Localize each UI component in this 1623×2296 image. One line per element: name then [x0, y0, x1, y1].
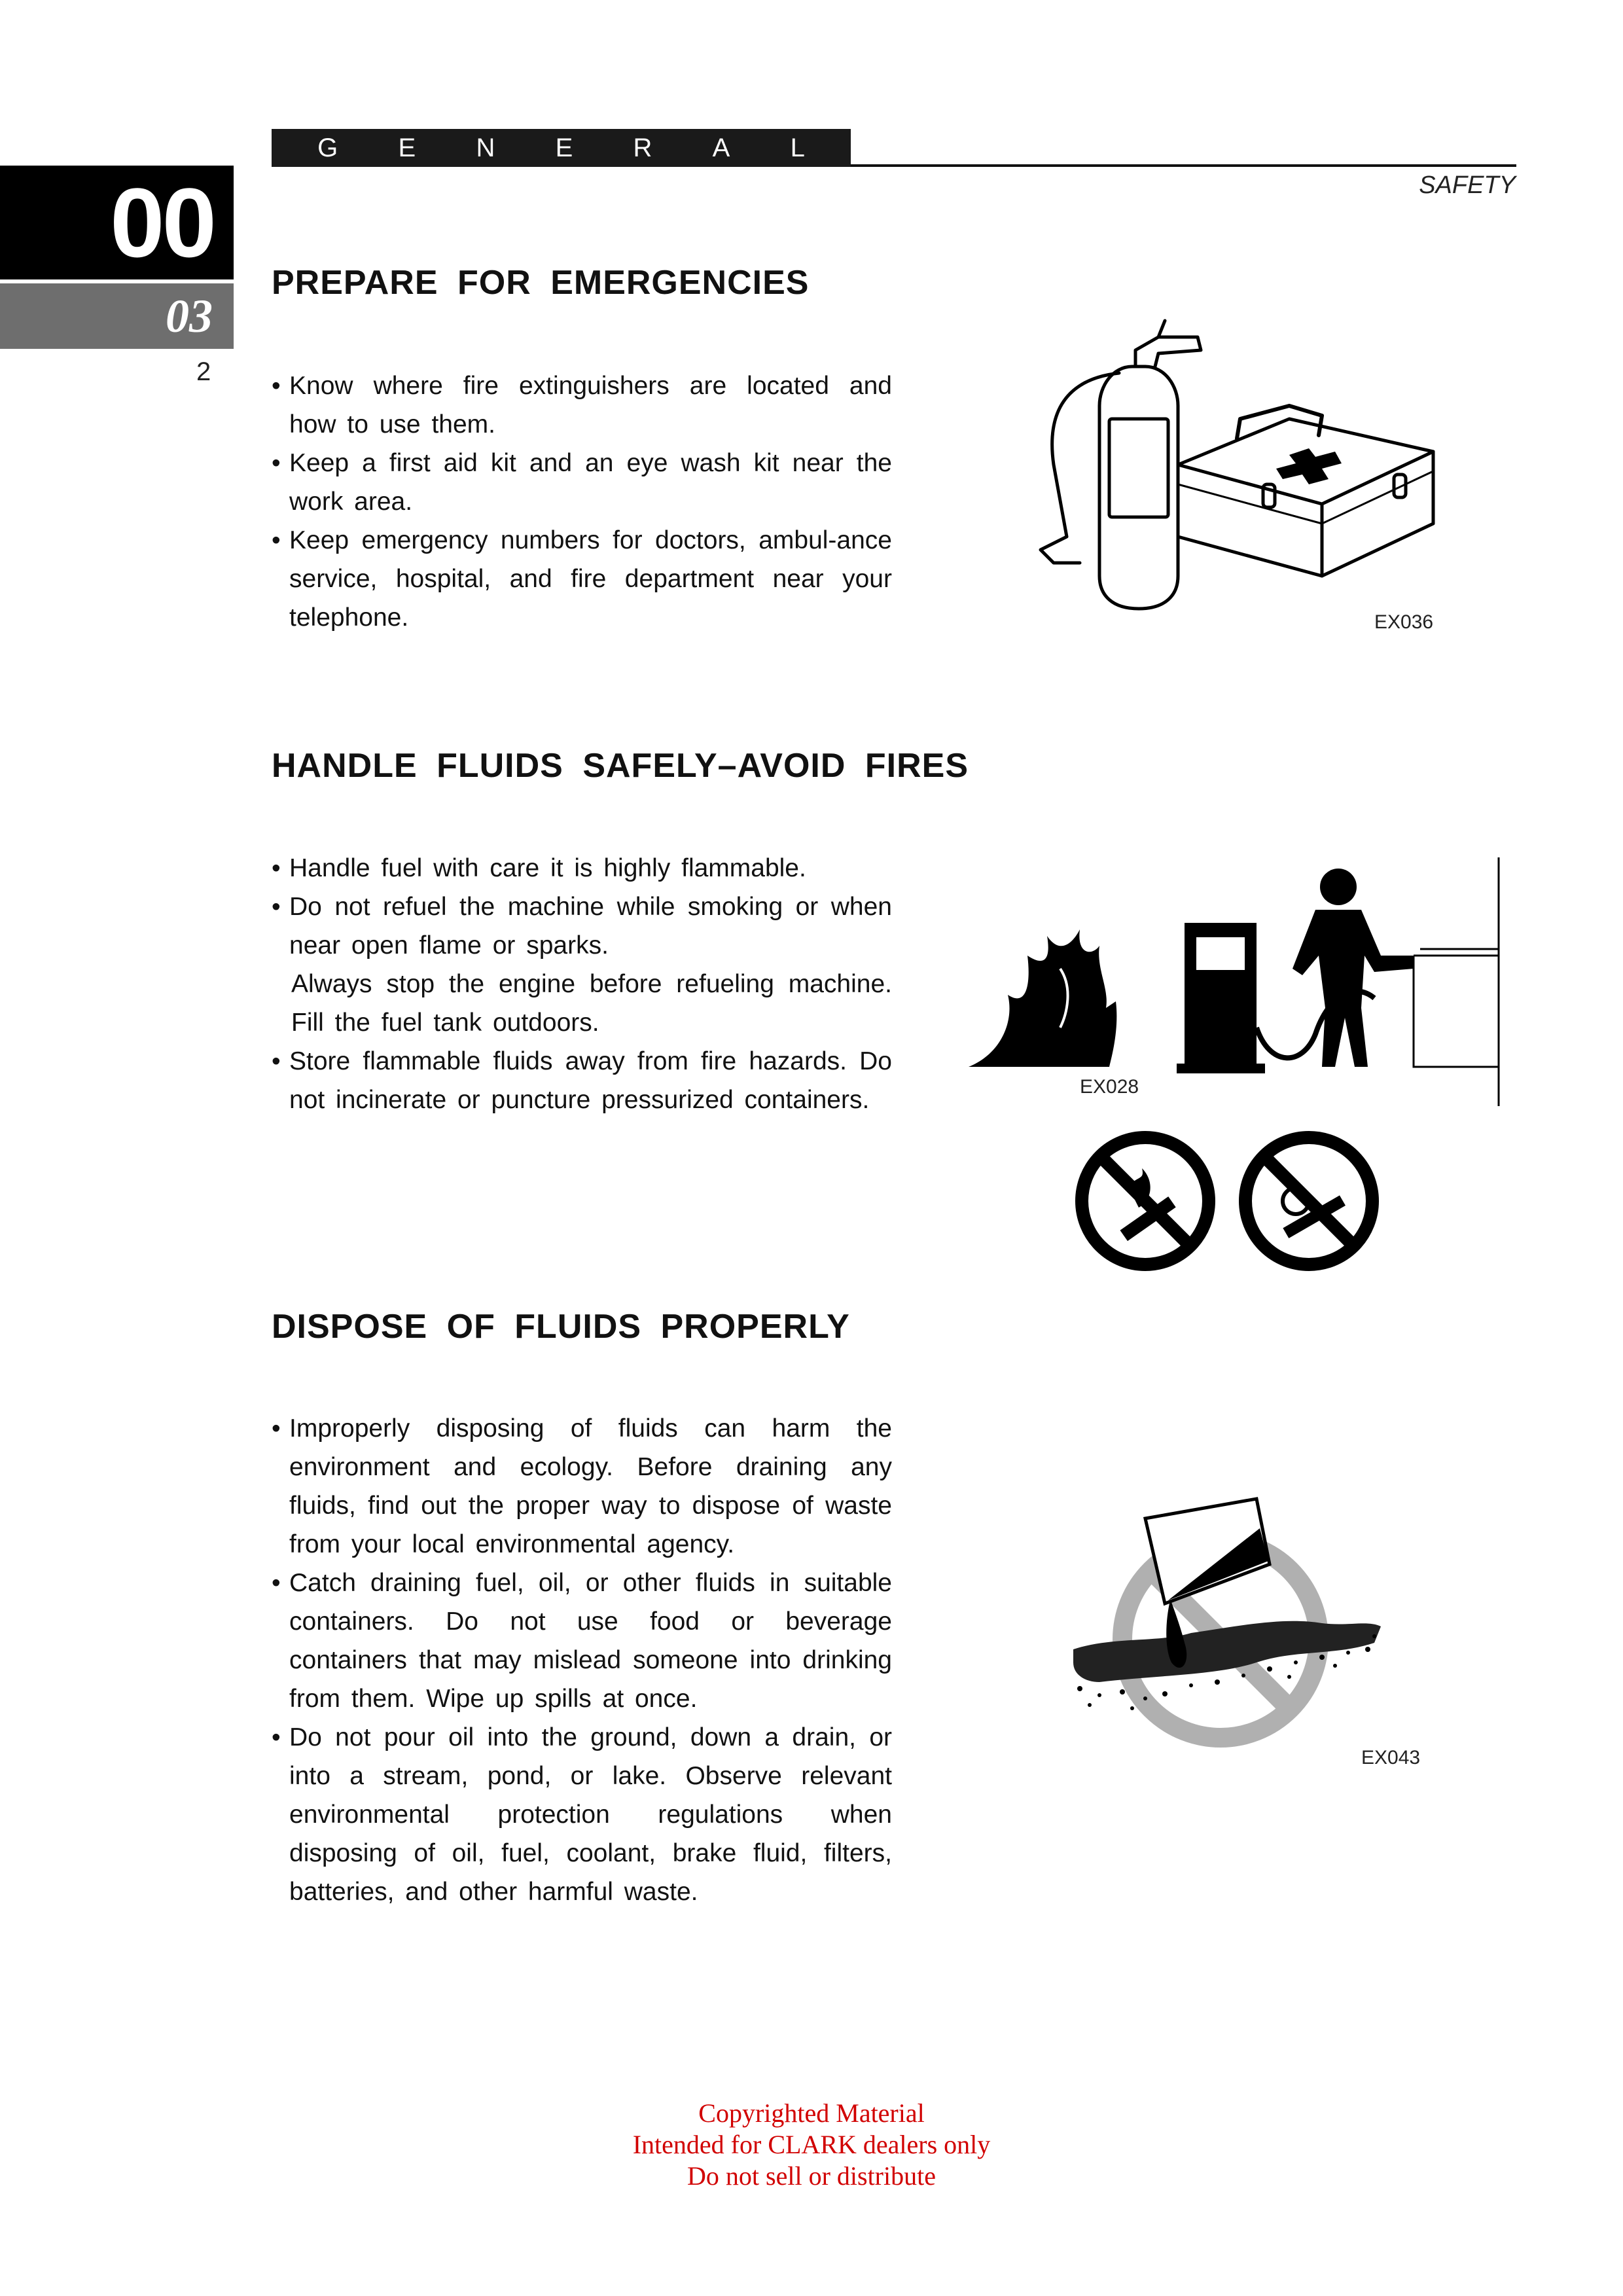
general-letter: E	[555, 133, 573, 162]
figure-code-ex043: EX043	[1361, 1747, 1421, 1768]
general-letter: G	[317, 133, 338, 162]
list-item: • Keep emergency numbers for doctors, ambul-ance service, hospital, and fire department near your telephone.	[272, 526, 892, 632]
section-number: 03	[0, 283, 234, 349]
header-rule	[851, 164, 1516, 167]
extinguisher-first-aid-illustration	[982, 288, 1453, 641]
flame-icon	[969, 929, 1116, 1067]
footer-line: Do not sell or distribute	[687, 2161, 936, 2191]
footer-line: Intended for CLARK dealers only	[632, 2130, 991, 2159]
section-title-emergencies: PREPARE FOR EMERGENCIES	[272, 264, 810, 302]
person-refueling-icon	[1293, 869, 1414, 1067]
bullet-list-fluids-fires	[272, 849, 892, 1119]
list-item: • Know where fire extinguishers are located and how to use them.	[272, 372, 892, 439]
list-item: • Improperly disposing of fluids can harm the environment and ecology. Before draining any fluids, find out the proper way to dispose of waste from your local environmental agency.	[272, 1414, 892, 1558]
chapter-number	[0, 166, 234, 279]
general-letter: N	[476, 133, 495, 162]
section-title-fluids-fires: HANDLE FLUIDS SAFELY–AVOID FIRES	[272, 747, 969, 785]
list-item: • Keep a first aid kit and an eye wash kit near the work area.	[272, 449, 892, 516]
copyright-footer	[0, 2098, 1623, 2192]
no-ground-disposal-illustration	[1060, 1486, 1466, 1793]
no-smoking-icon	[1245, 1138, 1372, 1265]
fire-extinguisher-icon	[1099, 367, 1178, 609]
fuel-pump-icon	[1177, 923, 1265, 1073]
list-item: • Do not pour oil into the ground, down a drain, or into a stream, pond, or lake. Observe relevant environmental protection regulations when disposing of oil, fuel, coolant, brake fluid, filters, batteries, and other harmful waste.	[272, 1723, 892, 1906]
refueling-fire-illustration	[962, 857, 1518, 1113]
list-item: • Handle fuel with care it is highly flammable.	[272, 854, 806, 882]
general-letter: R	[633, 133, 652, 162]
page-number: 2	[196, 357, 211, 386]
figure-code-ex036: EX036	[1374, 611, 1434, 633]
list-item: Always stop the engine before refueling machine. Fill the fuel tank outdoors.	[291, 970, 892, 1037]
chapter-number-text: 00	[110, 168, 214, 278]
safety-label: SAFETY	[1419, 171, 1516, 199]
bullet-list-emergencies	[272, 367, 892, 637]
list-item: • Catch draining fuel, oil, or other fluids in suitable containers. Do not use food or beverage containers that may mislead someone into drinking from them. Wipe up spills at once.	[272, 1569, 892, 1713]
footer-line: Copyrighted Material	[698, 2098, 925, 2128]
general-letter: A	[712, 133, 730, 162]
figure-code-ex028: EX028	[1080, 1076, 1139, 1098]
prohibition-signs	[1073, 1129, 1381, 1273]
section-title-dispose-fluids: DISPOSE OF FLUIDS PROPERLY	[272, 1308, 850, 1346]
list-item: • Do not refuel the machine while smoking or when near open flame or sparks.	[272, 893, 892, 960]
general-header-bar	[272, 129, 851, 167]
bullet-list-dispose-fluids	[272, 1409, 892, 1911]
general-letter: E	[398, 133, 416, 162]
general-letter: L	[790, 133, 805, 162]
list-item: • Store flammable fluids away from fire hazards. Do not incinerate or puncture pressurized containers.	[272, 1047, 892, 1114]
no-open-flame-icon	[1082, 1138, 1209, 1265]
